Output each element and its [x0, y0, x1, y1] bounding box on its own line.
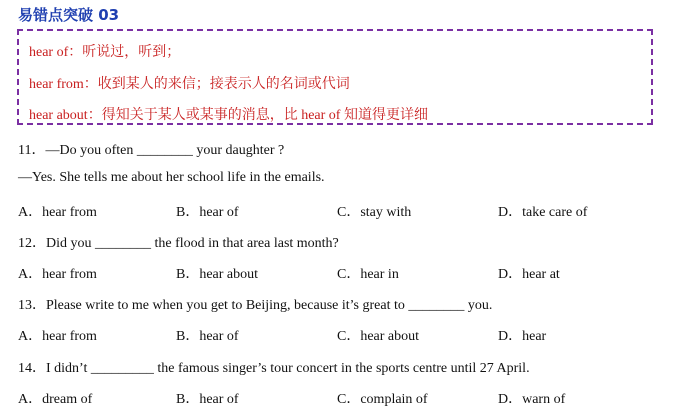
question-11-options — [18, 201, 668, 221]
section-title: 易错点突破 03 — [18, 6, 120, 24]
option-c[interactable]: C．complain of — [337, 392, 428, 407]
question-11: 11．—Do you often ________ your daughter ? — [18, 143, 285, 158]
question-14-options — [18, 388, 668, 408]
option-a[interactable]: A．hear from — [18, 329, 97, 344]
note-hear-of: hear of：听说过，听到； — [29, 45, 181, 60]
question-13: 13．Please write to me when you get to Beijing, because it’s great to ________ you. — [18, 298, 493, 313]
option-b[interactable]: B．hear of — [176, 205, 239, 220]
question-11-answer-line: —Yes. She tells me about her school life in the emails. — [18, 170, 325, 185]
option-b[interactable]: B．hear of — [176, 329, 239, 344]
option-a[interactable]: A．hear from — [18, 205, 97, 220]
option-d[interactable]: D．hear at — [498, 267, 560, 282]
option-b[interactable]: B．hear about — [176, 267, 259, 282]
option-d[interactable]: D．hear — [498, 329, 547, 344]
option-b[interactable]: B．hear of — [176, 392, 239, 407]
option-a[interactable]: A．dream of — [18, 392, 93, 407]
note-box — [17, 29, 653, 125]
note-hear-about: hear about：得知关于某人或某事的消息，比 hear of 知道得更详细 — [29, 108, 428, 123]
option-d[interactable]: D．warn of — [498, 392, 566, 407]
note-hear-from: hear from：收到某人的来信；接表示人的名词或代词 — [29, 77, 350, 92]
option-c[interactable]: C．stay with — [337, 205, 412, 220]
question-12: 12．Did you ________ the flood in that area last month? — [18, 236, 339, 251]
option-a[interactable]: A．hear from — [18, 267, 97, 282]
option-c[interactable]: C．hear in — [337, 267, 399, 282]
option-c[interactable]: C．hear about — [337, 329, 420, 344]
option-d[interactable]: D．take care of — [498, 205, 588, 220]
question-12-options — [18, 263, 668, 283]
question-13-options — [18, 325, 668, 345]
question-14: 14．I didn’t _________ the famous singer’s tour concert in the sports centre until 27 April. — [18, 361, 530, 376]
